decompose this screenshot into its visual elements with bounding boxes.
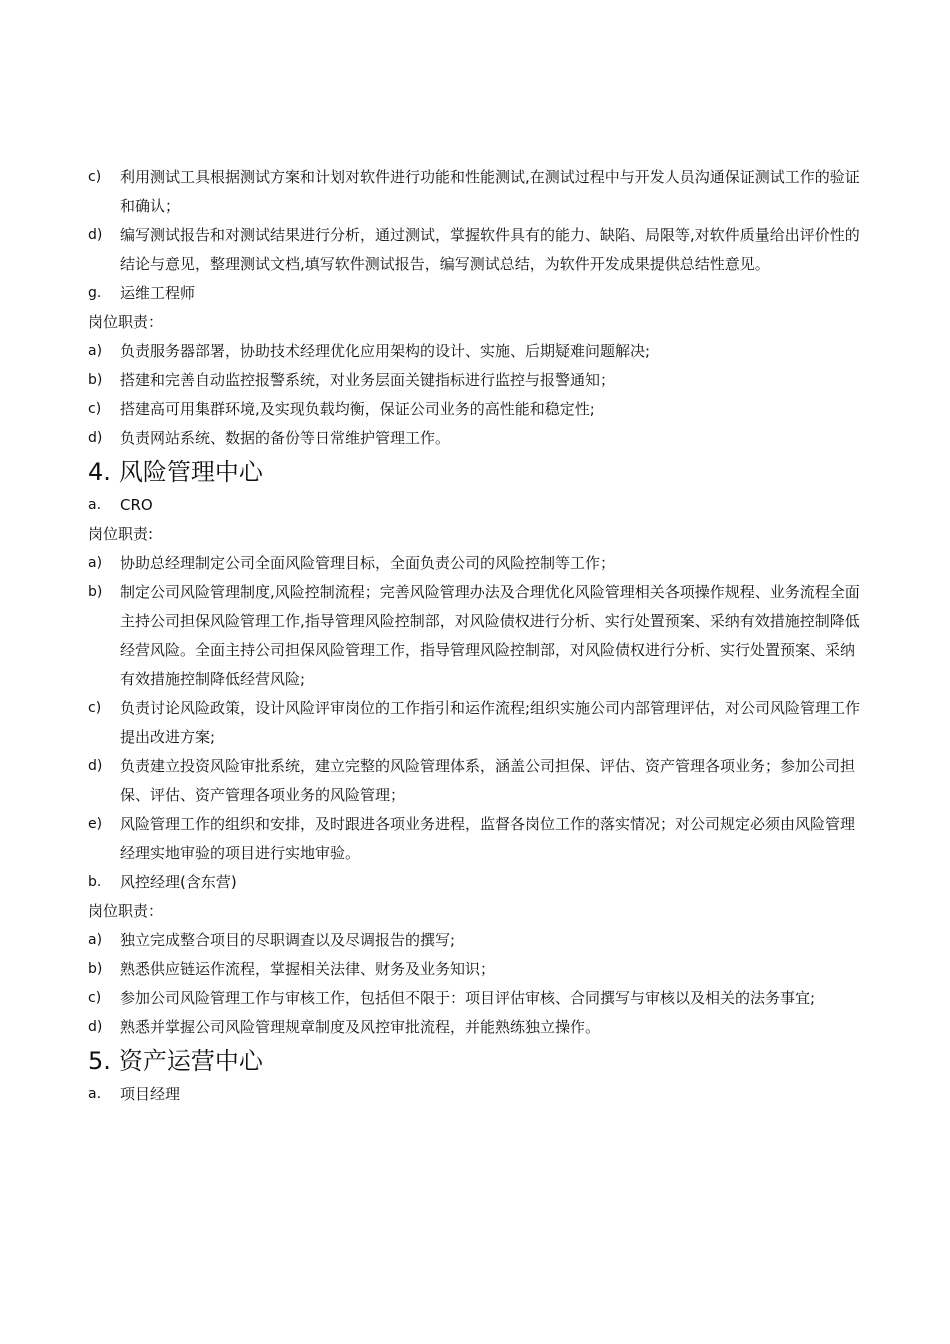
list-item (88, 549, 863, 578)
item-text: 负责网站系统、数据的备份等日常维护管理工作。 (120, 429, 451, 447)
list-item (88, 424, 863, 453)
item-text: 制定公司风险管理制度,风险控制流程；完善风险管理办法及合理优化风险管理相关各项操作规程、业务流程全面主持公司担保风险管理工作,指导管理风险控制部，对风险债权进行分析、实行处置预案、采纳有效措施控制降低经营风险。全面主持公司担保风险管理工作，指导管理风险控制部，对风险债权进行分析、实行处置预案、采纳有效措施控制降低经营风险; (120, 583, 860, 688)
item-marker: d) (88, 430, 103, 446)
item-marker: b) (88, 961, 103, 977)
document-body (88, 163, 863, 1109)
list-item (88, 221, 863, 279)
item-marker: c) (88, 700, 102, 716)
item-marker: e) (88, 816, 103, 832)
item-text: 编写测试报告和对测试结果进行分析，通过测试，掌握软件具有的能力、缺陷、局限等,对软件质量给出评价性的结论与意见，整理测试文档,填写软件测试报告，编写测试总结，为软件开发成果提供总结性意见。 (120, 226, 860, 273)
item-text: 负责服务器部署，协助技术经理优化应用架构的设计、实施、后期疑难问题解决; (120, 342, 651, 360)
list-item (88, 395, 863, 424)
item-text: 风控经理(含东营) (120, 873, 237, 891)
list-item (88, 366, 863, 395)
list-item (88, 984, 863, 1013)
item-marker: a) (88, 343, 103, 359)
item-marker: b. (88, 874, 102, 890)
item-marker: d) (88, 227, 103, 243)
list-item (88, 337, 863, 366)
list-item (88, 1013, 863, 1042)
item-marker: d) (88, 1019, 103, 1035)
section-heading (88, 1041, 863, 1081)
section-number: 5. (88, 1047, 111, 1075)
item-text: 独立完成整合项目的尽职调查以及尽调报告的撰写; (120, 931, 456, 949)
item-text: 搭建高可用集群环境,及实现负载均衡，保证公司业务的高性能和稳定性; (120, 400, 595, 418)
duties-label: 岗位职责: (88, 525, 154, 543)
item-marker: a. (88, 1086, 102, 1102)
item-marker: a) (88, 932, 103, 948)
item-text: 项目经理 (120, 1085, 181, 1103)
section-heading (88, 452, 863, 492)
item-marker: b) (88, 584, 103, 600)
item-text: 协助总经理制定公司全面风险管理目标，全面负责公司的风险控制等工作； (120, 554, 616, 572)
item-text: 负责讨论风险政策，设计风险评审岗位的工作指引和运作流程;组织实施公司内部管理评估，对公司风险管理工作提出改进方案; (120, 699, 861, 746)
item-text: 熟悉供应链运作流程，掌握相关法律、财务及业务知识； (120, 960, 496, 978)
section-title: 资产运营中心 (118, 1047, 263, 1075)
item-marker: d) (88, 758, 103, 774)
duties-label: 岗位职责： (88, 902, 164, 920)
item-text: 风险管理工作的组织和安排，及时跟进各项业务进程，监督各岗位工作的落实情况；对公司规定必须由风险管理经理实地审验的项目进行实地审验。 (120, 815, 856, 862)
item-marker: c) (88, 990, 102, 1006)
list-item (88, 955, 863, 984)
list-item (88, 694, 863, 752)
role-title (88, 491, 863, 520)
role-title (88, 279, 863, 308)
item-text: 参加公司风险管理工作与审核工作，包括但不限于：项目评估审核、合同撰写与审核以及相关的法务事宜; (120, 989, 816, 1007)
duties-label: 岗位职责： (88, 313, 164, 331)
item-text: 运维工程师 (120, 284, 196, 302)
section-title: 风险管理中心 (118, 458, 263, 486)
item-marker: a. (88, 497, 102, 513)
role-title (88, 1080, 863, 1109)
list-item (88, 163, 863, 221)
item-text: 熟悉并掌握公司风险管理规章制度及风控审批流程，并能熟练独立操作。 (120, 1018, 601, 1036)
section-number: 4. (88, 458, 111, 486)
item-text: 负责建立投资风险审批系统，建立完整的风险管理体系，涵盖公司担保、评估、资产管理各项业务；参加公司担保、评估、资产管理各项业务的风险管理； (120, 757, 856, 804)
list-item (88, 926, 863, 955)
list-item (88, 810, 863, 868)
role-title (88, 868, 863, 897)
item-marker: g. (88, 285, 102, 301)
list-item (88, 752, 863, 810)
item-text: CRO (120, 496, 153, 514)
item-text: 利用测试工具根据测试方案和计划对软件进行功能和性能测试,在测试过程中与开发人员沟通保证测试工作的验证和确认； (120, 168, 860, 215)
item-marker: c) (88, 401, 102, 417)
list-item (88, 578, 863, 694)
item-marker: b) (88, 372, 103, 388)
item-marker: a) (88, 555, 103, 571)
item-marker: c) (88, 169, 102, 185)
item-text: 搭建和完善自动监控报警系统，对业务层面关键指标进行监控与报警通知； (120, 371, 616, 389)
